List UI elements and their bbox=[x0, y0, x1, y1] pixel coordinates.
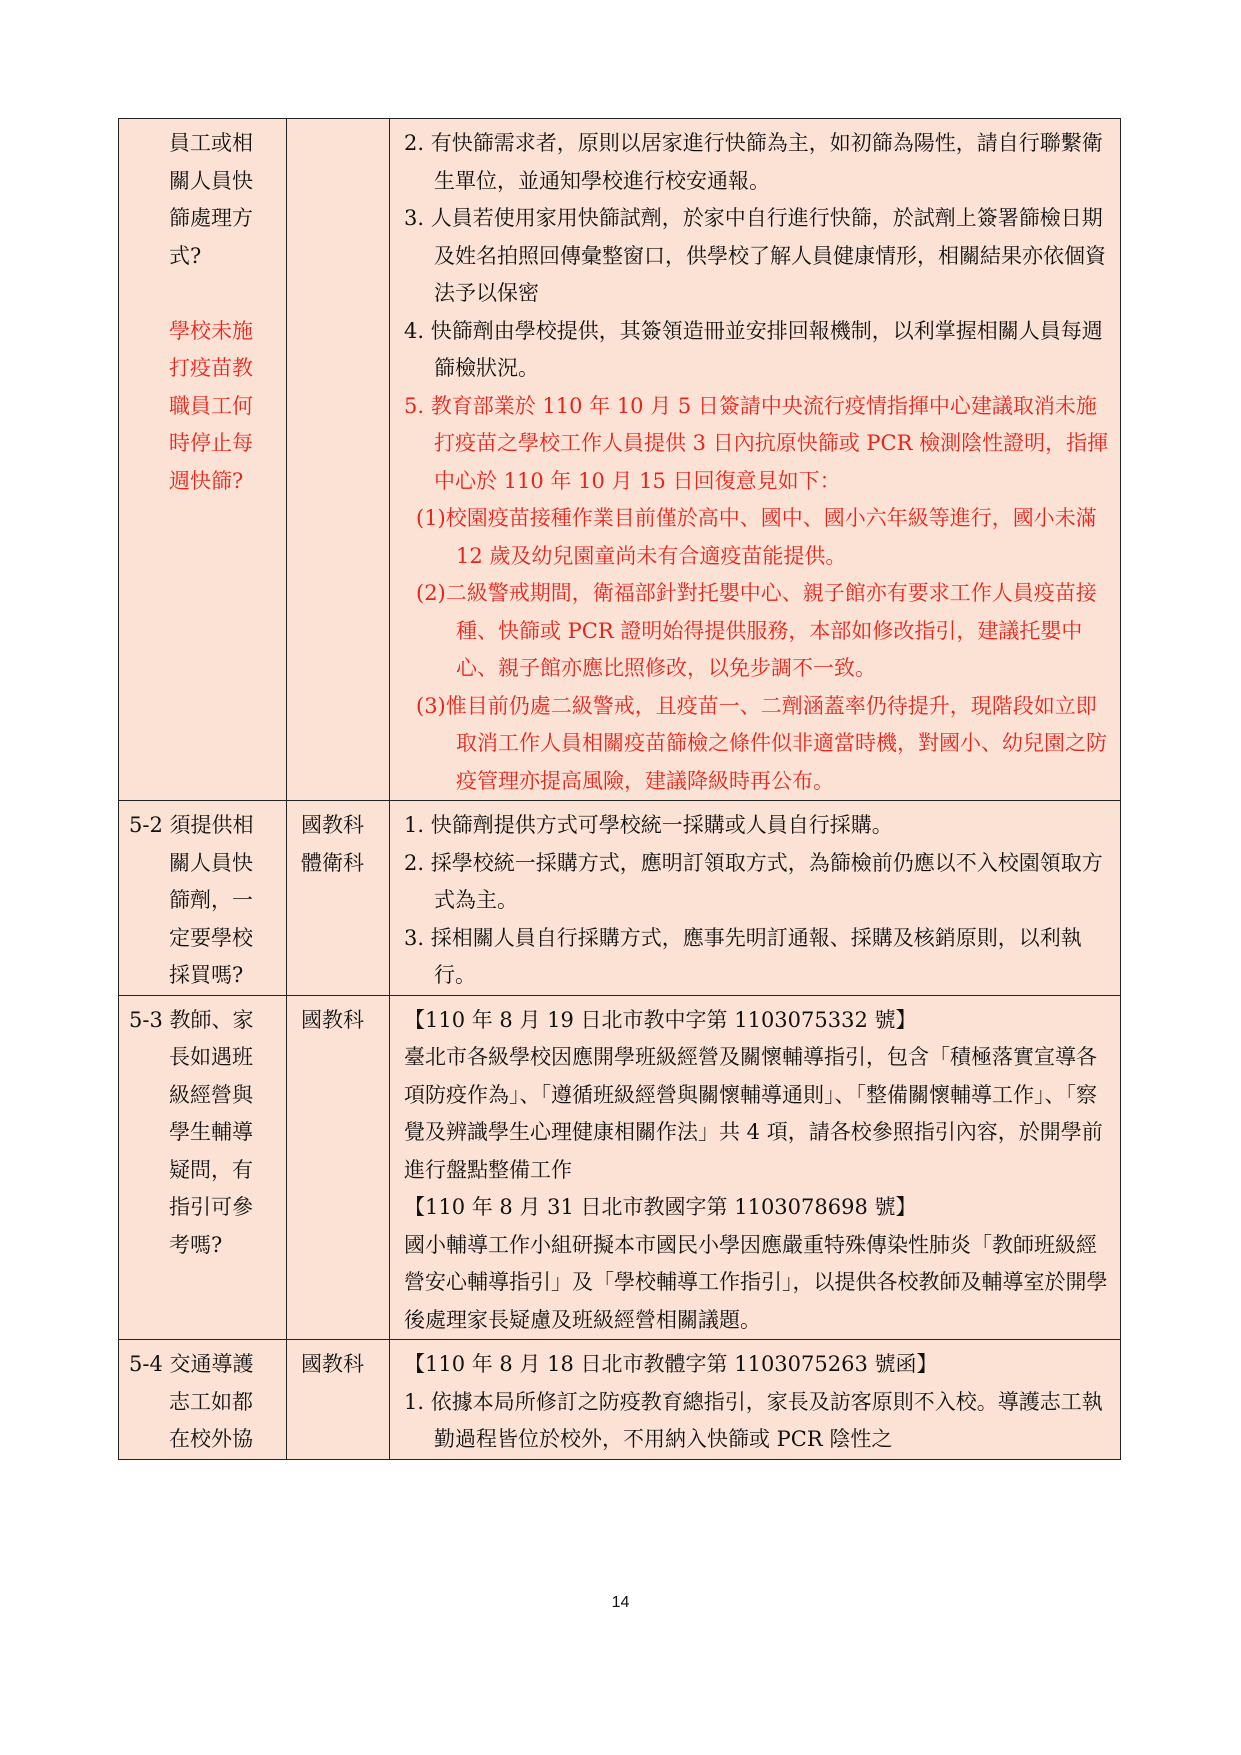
unit-label: 國教科 bbox=[301, 1352, 364, 1376]
question-line: 在校外協 bbox=[169, 1427, 253, 1451]
answer-paragraph: 【110 年 8 月 18 日北市教體字第 1103075263 號函】 bbox=[404, 1352, 938, 1376]
answer-paragraph: 1. 依據本局所修訂之防疫教育總指引，家長及訪客原則不入校。導護志工執勤過程皆位於校外，不用納入快篩或 PCR 陰性之 bbox=[404, 1389, 1103, 1451]
question-line: 篩劑，一 bbox=[169, 888, 253, 912]
answer-cell bbox=[390, 995, 1121, 1340]
answer-paragraph: 臺北市各級學校因應開學班級經營及關懷輔導指引，包含「積極落實宣導各項防疫作為」、「遵循班級經營與關懷輔導通則」、「整備關懷輔導工作」、「察覺及辨識學生心理健康相關作法」共 4 項，請各校參照指引內容，於開學前進行盤點整備工作 bbox=[404, 1045, 1103, 1182]
question-line: 考嗎? bbox=[169, 1232, 223, 1257]
question-cell bbox=[119, 1340, 287, 1460]
question-line: 5-4 交通導護 bbox=[129, 1352, 254, 1376]
question-cell bbox=[119, 119, 287, 801]
answer-paragraph: 2. 有快篩需求者，原則以居家進行快篩為主，如初篩為陽性，請自行聯繫衛生單位，並通知學校進行校安通報。 bbox=[404, 131, 1103, 193]
unit-cell bbox=[287, 1340, 390, 1460]
answer-paragraph: 5. 教育部業於 110 年 10 月 5 日簽請中央流行疫情指揮中心建議取消未施打疫苗之學校工作人員提供 3 日內抗原快篩或 PCR 檢測陰性證明，指揮中心於 110 年 10 月 15 日回復意見如下： bbox=[404, 393, 1109, 493]
question-line: 關人員快 bbox=[169, 168, 253, 193]
question-line: 志工如都 bbox=[169, 1389, 253, 1414]
question-line: 定要學校 bbox=[169, 925, 253, 950]
answer-cell bbox=[390, 801, 1121, 996]
answer-paragraph: 【110 年 8 月 31 日北市教國字第 1103078698 號】 bbox=[404, 1195, 917, 1219]
question-line: 5-3 教師、家 bbox=[129, 1007, 254, 1032]
table-row bbox=[119, 119, 1121, 801]
question-line-highlight: 職員工何 bbox=[169, 393, 253, 418]
unit-cell bbox=[287, 801, 390, 996]
answer-paragraph: 國小輔導工作小組研擬本市國民小學因應嚴重特殊傳染性肺炎「教師班級經營安心輔導指引」及「學校輔導工作指引」，以提供各校教師及輔導室於開學後處理家長疑慮及班級經營相關議題。 bbox=[404, 1232, 1108, 1332]
question-line-highlight: 打疫苗教 bbox=[169, 356, 253, 380]
question-line: 關人員快 bbox=[169, 850, 253, 875]
answer-paragraph: (1)校園疫苗接種作業目前僅於高中、國中、國小六年級等進行，國小未滿 12 歲及幼兒園童尚未有合適疫苗能提供。 bbox=[416, 506, 1097, 568]
question-line: 級經營與 bbox=[169, 1082, 253, 1107]
question-cell bbox=[119, 801, 287, 996]
question-line-highlight: 學校未施 bbox=[169, 318, 253, 343]
unit-label: 國教科 bbox=[301, 1007, 364, 1032]
answer-paragraph: 4. 快篩劑由學校提供，其簽領造冊並安排回報機制，以利掌握相關人員每週篩檢狀況。 bbox=[404, 318, 1103, 380]
question-line: 指引可參 bbox=[169, 1195, 253, 1219]
unit-cell bbox=[287, 119, 390, 801]
question-line: 採買嗎? bbox=[169, 963, 244, 987]
question-line: 式? bbox=[169, 243, 202, 268]
unit-cell bbox=[287, 995, 390, 1340]
unit-label: 國教科 bbox=[301, 813, 364, 837]
table-row bbox=[119, 801, 1121, 996]
question-cell bbox=[119, 995, 287, 1340]
table-row bbox=[119, 995, 1121, 1340]
unit-label: 體衛科 bbox=[301, 850, 364, 875]
answer-cell bbox=[390, 119, 1121, 801]
question-line-highlight: 時停止每 bbox=[169, 431, 253, 455]
answer-paragraph: 3. 採相關人員自行採購方式，應事先明訂通報、採購及核銷原則，以利執行。 bbox=[404, 925, 1082, 987]
answer-paragraph: 1. 快篩劑提供方式可學校統一採購或人員自行採購。 bbox=[404, 813, 893, 837]
question-line: 學生輔導 bbox=[169, 1120, 253, 1144]
faq-table bbox=[118, 118, 1121, 1460]
page-number: 14 bbox=[611, 1594, 630, 1611]
answer-paragraph: (2)二級警戒期間，衛福部針對托嬰中心、親子館亦有要求工作人員疫苗接種、快篩或 PCR 證明始得提供服務，本部如修改指引，建議托嬰中心、親子館亦應比照修改，以免步調不一致。 bbox=[416, 581, 1097, 680]
answer-paragraph: 3. 人員若使用家用快篩試劑，於家中自行進行快篩，於試劑上簽署篩檢日期及姓名拍照回傳彙整窗口，供學校了解人員健康情形，相關結果亦依個資法予以保密 bbox=[404, 206, 1106, 305]
answer-paragraph: (3)惟目前仍處二級警戒，且疫苗一、二劑涵蓋率仍待提升，現階段如立即取消工作人員相關疫苗篩檢之條件似非適當時機，對國小、幼兒園之防疫管理亦提高風險，建議降級時再公布。 bbox=[416, 693, 1107, 793]
question-line: 5-2 須提供相 bbox=[129, 813, 254, 837]
answer-cell bbox=[390, 1340, 1121, 1460]
answer-paragraph: 2. 採學校統一採購方式，應明訂領取方式，為篩檢前仍應以不入校園領取方式為主。 bbox=[404, 850, 1103, 912]
answer-paragraph: 【110 年 8 月 19 日北市教中字第 1103075332 號】 bbox=[404, 1007, 917, 1032]
question-line: 疑問，有 bbox=[169, 1157, 253, 1182]
question-line: 員工或相 bbox=[169, 131, 253, 155]
question-line: 長如遇班 bbox=[169, 1045, 253, 1069]
question-line-highlight: 週快篩? bbox=[169, 468, 244, 493]
question-line: 篩處理方 bbox=[169, 206, 253, 230]
table-row bbox=[119, 1340, 1121, 1460]
